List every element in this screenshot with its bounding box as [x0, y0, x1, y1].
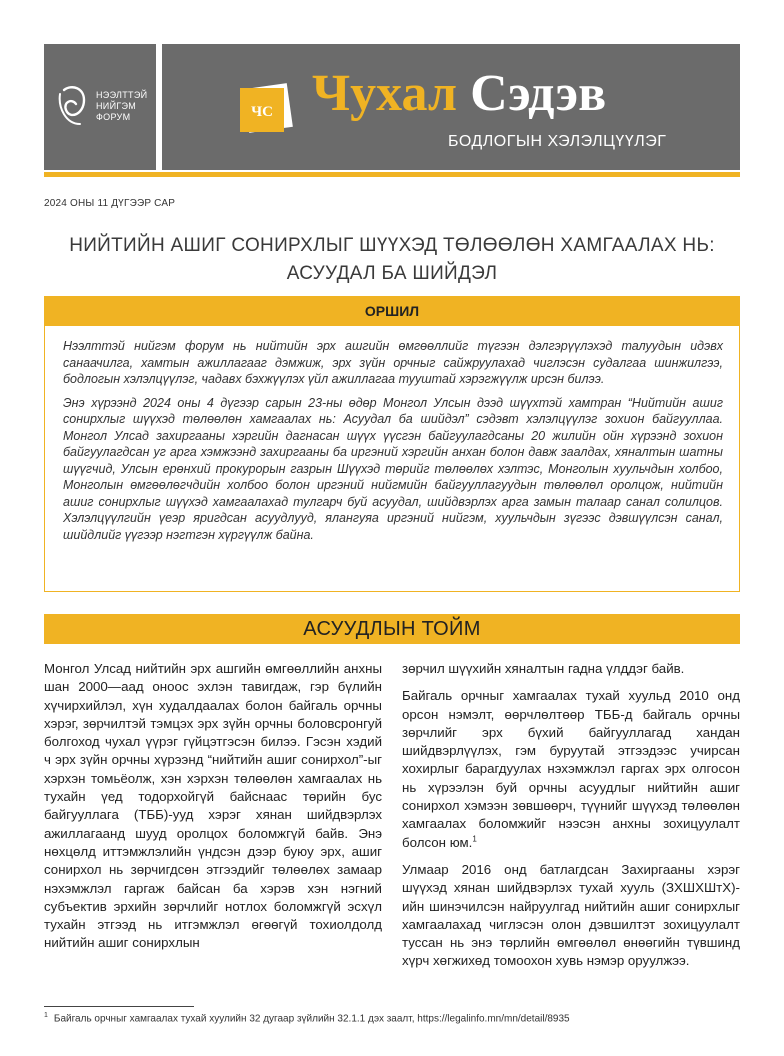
footnote-number: 1: [44, 1012, 48, 1019]
chukhal-sedev-mark-icon: [236, 78, 296, 138]
intro-heading: ОРШИЛ: [44, 296, 740, 326]
intro-paragraph: Энэ хүрээнд 2024 оны 4 дүгээр сарын 23-ны өдөр Монгол Улсын дээд шүүхтэй хамтран “Нийтийн ашиг сонирхлыг шүүхэд төлөөлөн хамгаалах нь: Асуудал ба шийдэл” сэдэвт хэлэлцүүлэг зохион байгууллаа. Монгол Улсад захиргааны хэргийн дагнасан шүүх үүсгэн байгуулагдсаны 20 жилийн ойн хүрээнд зохион байгуулагдсан уг арга хэмжээнд захиргааны ба иргэний хэргийн анхан болон давж заалдах, хяналтын шатны шүүгчид, Улсын ерөнхий прокурорын газрын Шүүхэд төрийг төлөөлөх хэлтэс, Монголын хуульчдын холбоо, Монголын өмгөөлөгчдийн холбоо болон иргэний нийгмийн байгууллагуудын төлөөлөл оролцож, нийтийн ашиг сонирхлыг шүүхэд хамгаалахад тулгарч буй асуудал, шийдвэрлэх арга замын талаар санал солилцов. Хэлэлцүүлгийн үеэр яригдсан асуудлууд, ялангуяа иргэний нийгэм, хуульчдын зүгээс дэвшүүлсэн санал, шийдлийг үүгээр нэгтгэн хүргүүлж байна.: [63, 395, 723, 542]
body-paragraph: [402, 687, 740, 852]
section-heading: АСУУДЛЫН ТОЙМ: [44, 614, 740, 644]
left-column: [44, 660, 382, 962]
right-column: [402, 660, 740, 980]
footnote-text[interactable]: Байгаль орчныг хамгаалах тухай хуулийн 32 дугаар зүйлийн 32.1.1 дэх заалт, https://legalinfo.mn/mn/detail/8935: [53, 1013, 570, 1025]
header-accent-line: [44, 172, 740, 177]
title-line: НИЙТИЙН АШИГ СОНИРХЛЫГ ШҮҮХЭД ТӨЛӨӨЛӨН ХАМГААЛАХ НЬ:: [69, 235, 715, 256]
footnote-divider: [44, 1006, 194, 1007]
document-title: [44, 232, 740, 288]
intro-box: [44, 326, 740, 592]
org-name: [96, 90, 147, 123]
body-text: Байгаль орчныг хамгаалах тухай хуульд 2010 онд орсон нэмэлт, өөрчлөлтөөр ТББ-д байгаль орчны зөрчлийг эрх бүхий байгууллагад хандан шийдвэрлүүлэх, гэм буруутай этгээдээс учирсан хохирлыг барагдуулах нэхэмжлэл гаргах эрх олгосон нь хүрээлэн буй орчны асуудлыг нийтийн ашиг сонирхол хэмээн зөвшөөрч, түүнийг шүүхэд төлөөлөн хамгаалах боломжийг нээсэн анхны зохицуулалт болсон юм.: [402, 688, 740, 850]
intro-paragraph: Нээлттэй нийгэм форум нь нийтийн эрх ашгийн өмгөөллийг түгээн дэлгэрүүлэхэд талуудын идэвх санаачилга, хамтын ажиллагааг дэмжиж, эрх зүйн орчныг сайжруулахад чиглэсэн судалгаа шинжилгээ, бодлогын хэлэлцүүлэг, чадавх бэхжүүлэх үйл ажиллагаа тууштай хэрэгжүүлж ирсэн билээ.: [63, 339, 723, 386]
body-paragraph: зөрчил шүүхийн хяналтын гадна үлддэг байв.: [402, 661, 685, 676]
publication-date: 2024 ОНЫ 11 ДҮГЭЭР САР: [44, 198, 176, 209]
title-line: АСУУДАЛ БА ШИЙДЭЛ: [286, 263, 498, 284]
brand-title: [312, 64, 606, 124]
footnote: [44, 1012, 570, 1024]
brand-title-word2: Сэдэв: [470, 65, 607, 122]
body-paragraph: Улмаар 2016 онд батлагдсан Захиргааны хэрэг шүүхэд хянан шийдвэрлэх тухай хууль (ЗХШХШтХ)-ийн шинэчилсэн найруулгад нийтийн ашиг сонирхлыг хамгаалахад чиглэсэн олон дэвшилтэт зохицуулалт туссан нь энэ төрлийн өмгөөлөл өнөөгийн түвшинд хүрч хөгжихөд томоохон хувь нэмэр оруулжээ.: [402, 861, 740, 969]
org-name-line: НЭЭЛТТЭЙ: [96, 90, 148, 100]
org-name-line: ФОРУМ: [96, 112, 131, 122]
org-name-line: НИЙГЭМ: [96, 101, 137, 111]
brand-title-word1: Чухал: [312, 65, 458, 122]
body-paragraph: Монгол Улсад нийтийн эрх ашгийн өмгөөллийн анхны шан 2000—аад оноос эхлэн тавигдаж, гэр бүлийн хүчирхийлэл, хүн худалдаалах болон байгаль орчны хэрэг, зөрчилтэй тэмцэх эрх зүйн орчны боловсронгуй болгоход чухал үүрэг гүйцэтгэсэн билээ. Гэсэн хэдий ч эрх зүйн орчны хүрээнд “нийтийн ашиг сонирхол”-ыг хэрхэн томьёолж, хэн хэрхэн төлөөлөн хамгаалах нь тухайн үед тодорхойгүй байснаас төрийн бус байгууллага (ТББ)-ууд хэрэг хянан шийдвэрлэх ажиллагаанд шууд оролцох боломжгүй байв. Энэ нөхцөлд иттэмжлэлийн үндсэн дээр буюу эрх, ашиг сонирхол нь зөрчигдсөн этгээдийг төлөөлөх замаар нэхэмжлэл гаргаж байсан ба хэрэв хэн нэгний субъектив эрхийн зөрчлийг нотлох боломжгүй эсхүл тухайн этгээд нь итгэмжлэл өгөөгүй тохиолдолд нийтийн ашиг сонирхлын: [44, 661, 382, 951]
brand-mark-text: ЧС: [251, 104, 273, 120]
brand-subtitle: БОДЛОГЫН ХЭЛЭЛЦҮҮЛЭГ: [448, 133, 667, 150]
footnote-reference[interactable]: 1: [472, 834, 477, 844]
open-society-forum-logo-icon: [58, 80, 88, 130]
